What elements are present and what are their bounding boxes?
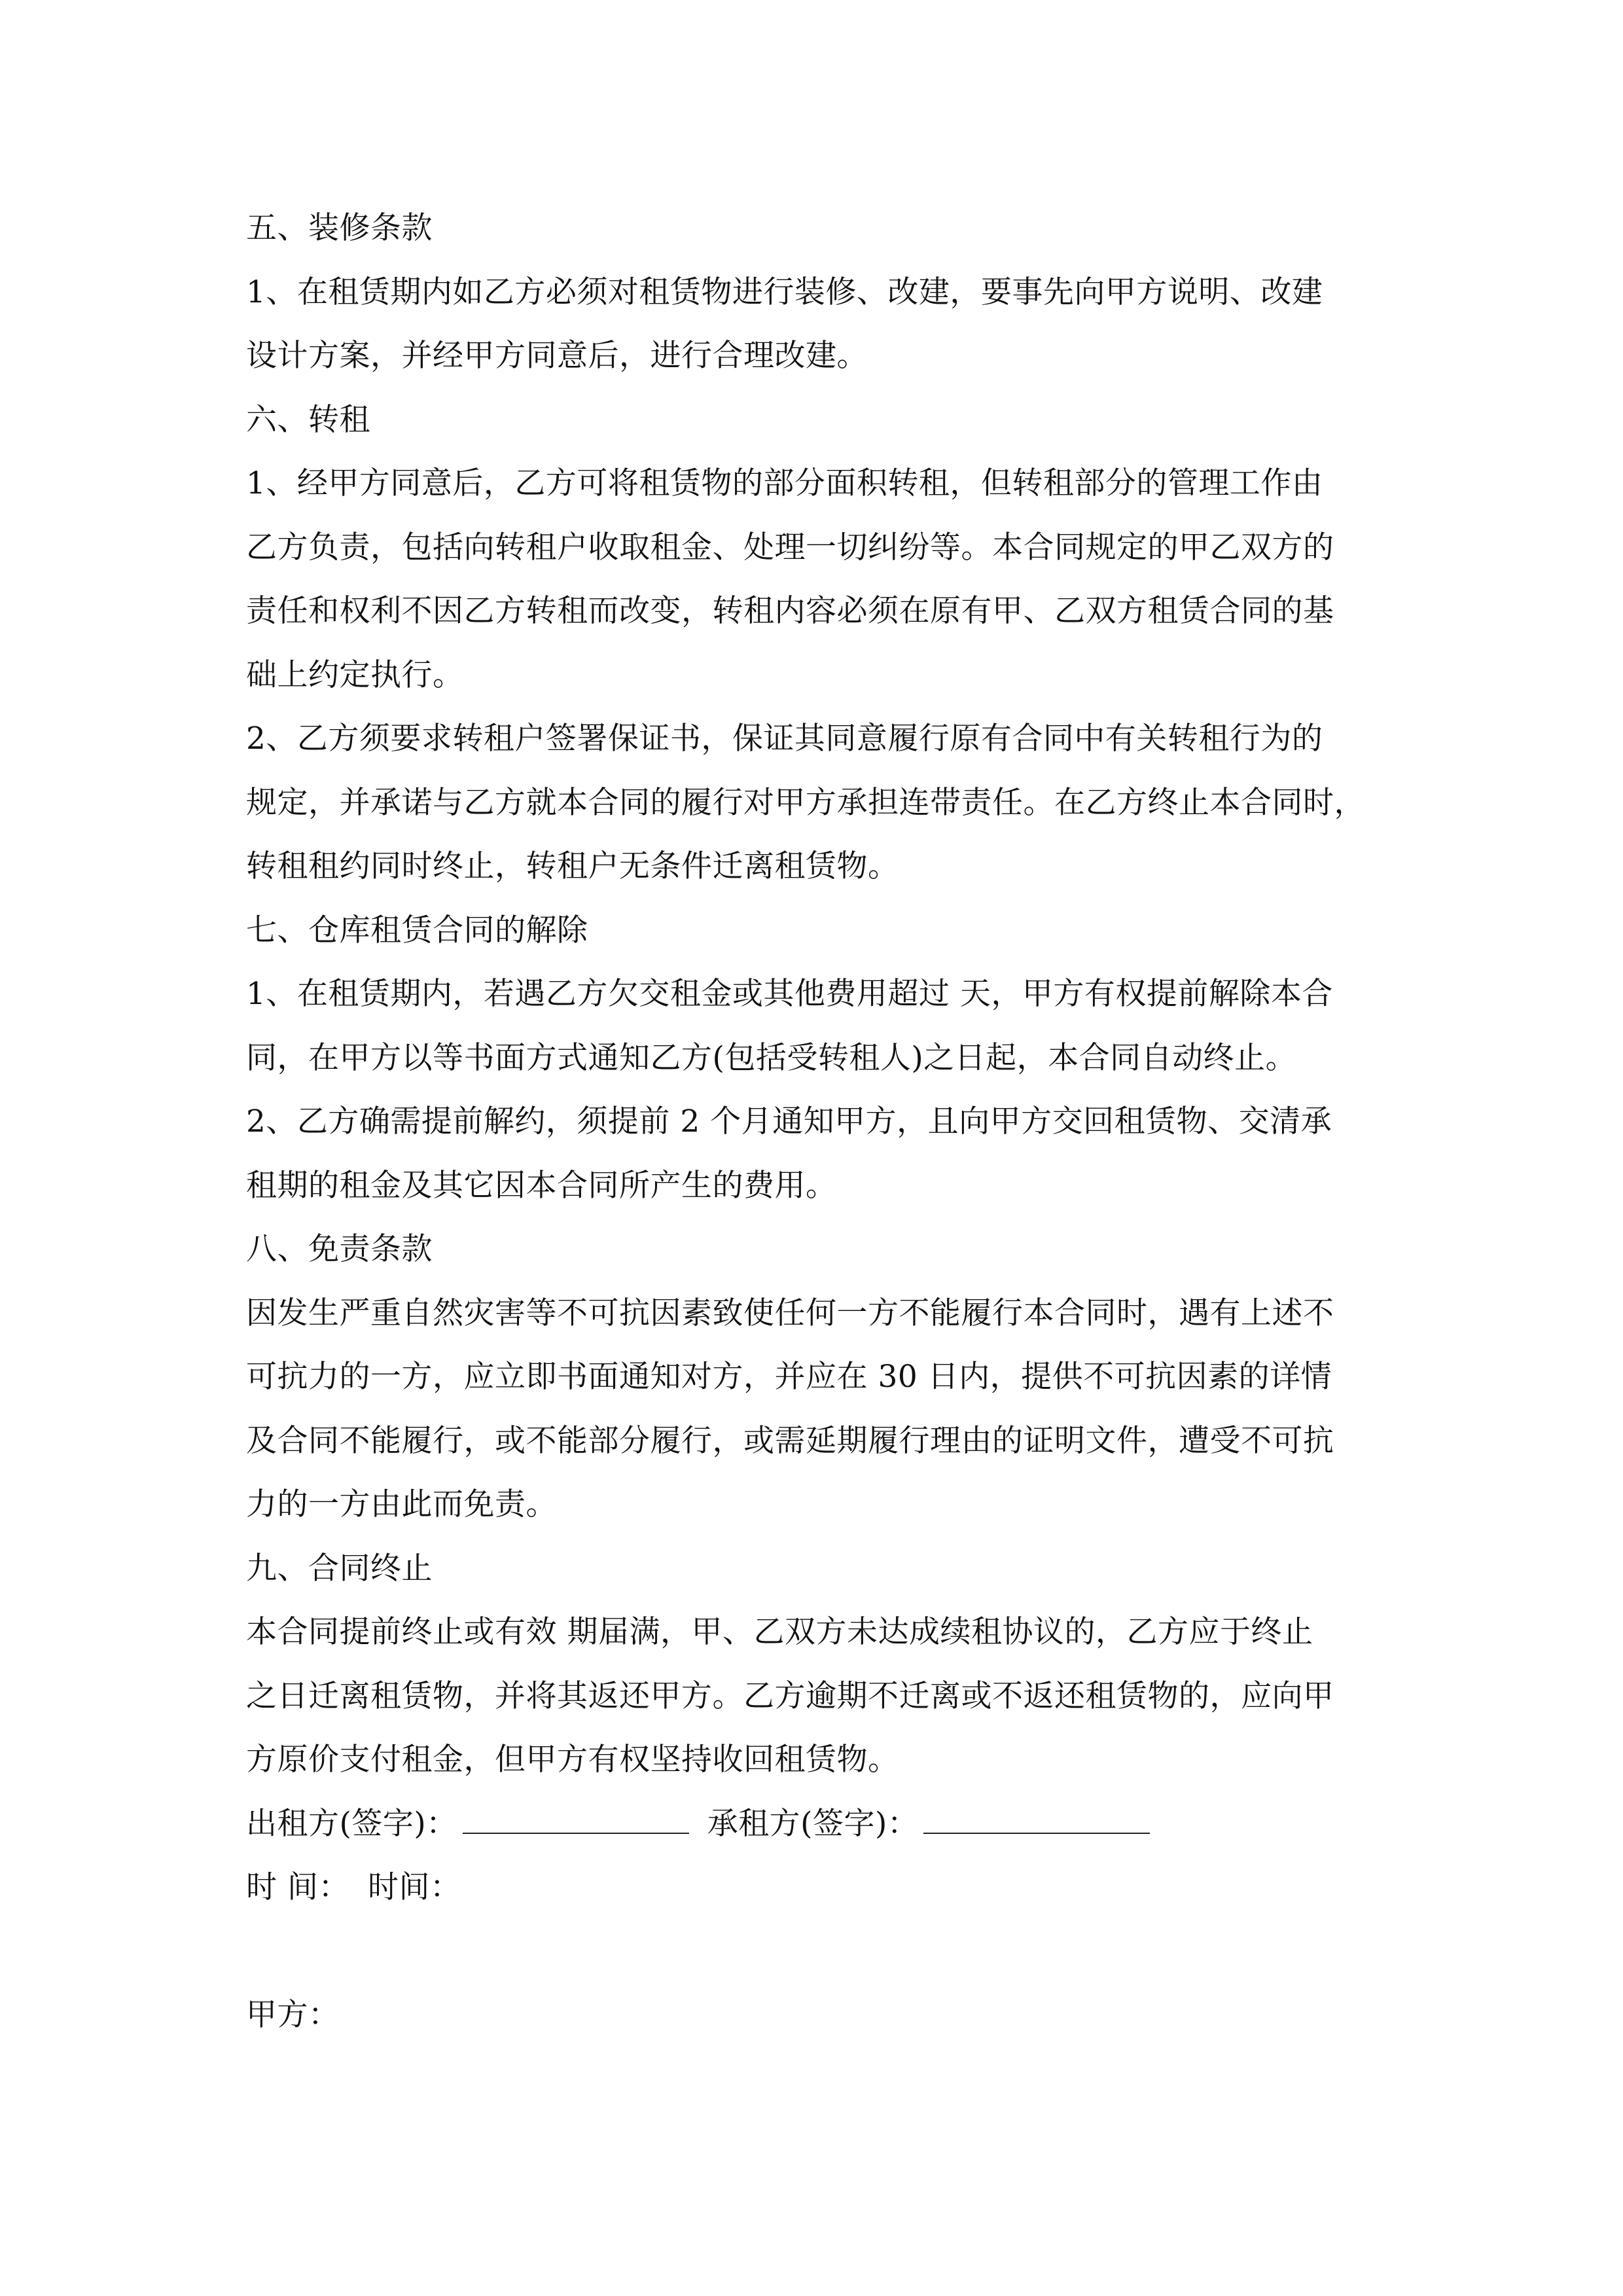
section-9-paragraph-line-1: 本合同提前终止或有效 期届满，甲、乙双方未达成续租协议的，乙方应于终止 bbox=[246, 1614, 1313, 1650]
lessor-time-label: 时 间： bbox=[246, 1869, 349, 1905]
section-5-heading: 五、装修条款 bbox=[246, 210, 433, 246]
section-7-clause-2-line-2: 租期的租金及其它因本合同所产生的费用。 bbox=[246, 1167, 837, 1204]
section-8-paragraph-line-4: 力的一方由此而免责。 bbox=[246, 1486, 557, 1522]
section-8-paragraph-line-1: 因发生严重自然灾害等不可抗因素致使任何一方不能履行本合同时，遇有上述不 bbox=[246, 1295, 1334, 1331]
section-8-heading: 八、免责条款 bbox=[246, 1231, 433, 1267]
section-6-heading: 六、转租 bbox=[246, 401, 370, 438]
section-6-clause-1-line-4: 础上约定执行。 bbox=[246, 656, 464, 693]
section-6-clause-1-line-2: 乙方负责，包括向转租户收取租金、处理一切纠纷等。本合同规定的甲乙双方的 bbox=[246, 529, 1334, 565]
section-7-clause-1-line-1: 1、在租赁期内，若遇乙方欠交租金或其他费用超过 天，甲方有权提前解除本合 bbox=[246, 976, 1333, 1012]
section-7-clause-1-line-2: 同，在甲方以等书面方式通知乙方(包括受转租人)之日起，本合同自动终止。 bbox=[246, 1039, 1297, 1076]
section-9-paragraph-line-3: 方原价支付租金，但甲方有权坚持收回租赁物。 bbox=[246, 1742, 899, 1778]
section-5-clause-1-line-2: 设计方案，并经甲方同意后，进行合理改建。 bbox=[246, 338, 868, 374]
blank-spacer bbox=[246, 1920, 1378, 1984]
lessor-signature-line[interactable] bbox=[463, 1806, 689, 1834]
section-8-paragraph-line-3: 及合同不能履行，或不能部分履行，或需延期履行理由的证明文件，遭受不可抗 bbox=[246, 1422, 1334, 1459]
section-9-paragraph-line-2: 之日迁离租赁物，并将其返还甲方。乙方逾期不迁离或不返还租赁物的，应向甲 bbox=[246, 1677, 1334, 1714]
section-6-clause-1-line-3: 责任和权利不因乙方转租而改变，转租内容必须在原有甲、乙双方租赁合同的基 bbox=[246, 593, 1334, 629]
section-5-clause-1-line-1: 1、在租赁期内如乙方必须对租赁物进行装修、改建，要事先向甲方说明、改建 bbox=[246, 274, 1323, 310]
contract-body bbox=[246, 196, 1378, 2047]
section-6-clause-2-line-1: 2、乙方须要求转租户签署保证书，保证其同意履行原有合同中有关转租行为的 bbox=[246, 721, 1323, 757]
party-a-label: 甲方： bbox=[246, 1997, 340, 2033]
signature-row bbox=[246, 1792, 1378, 1856]
section-6-clause-2-line-3: 转租租约同时终止，转租户无条件迁离租赁物。 bbox=[246, 848, 899, 884]
section-7-clause-2-line-1: 2、乙方确需提前解约，须提前 2 个月通知甲方，且向甲方交回租赁物、交清承 bbox=[246, 1103, 1332, 1139]
section-9-heading: 九、合同终止 bbox=[246, 1550, 433, 1587]
lessee-signature-line[interactable] bbox=[923, 1806, 1150, 1834]
lessor-signature-label: 出租方(签字)： bbox=[246, 1805, 457, 1842]
time-row bbox=[246, 1856, 1378, 1920]
lessee-time-label: 时间： bbox=[367, 1869, 461, 1905]
section-6-clause-1-line-1: 1、经甲方同意后，乙方可将租赁物的部分面积转租，但转租部分的管理工作由 bbox=[246, 465, 1323, 501]
section-8-paragraph-line-2: 可抗力的一方，应立即书面通知对方，并应在 30 日内，提供不可抗因素的详情 bbox=[246, 1359, 1332, 1395]
lessee-signature-label: 承租方(签字)： bbox=[707, 1805, 919, 1842]
section-7-heading: 七、仓库租赁合同的解除 bbox=[246, 912, 588, 948]
section-6-clause-2-line-2: 规定，并承诺与乙方就本合同的履行对甲方承担连带责任。在乙方终止本合同时， bbox=[246, 784, 1365, 821]
